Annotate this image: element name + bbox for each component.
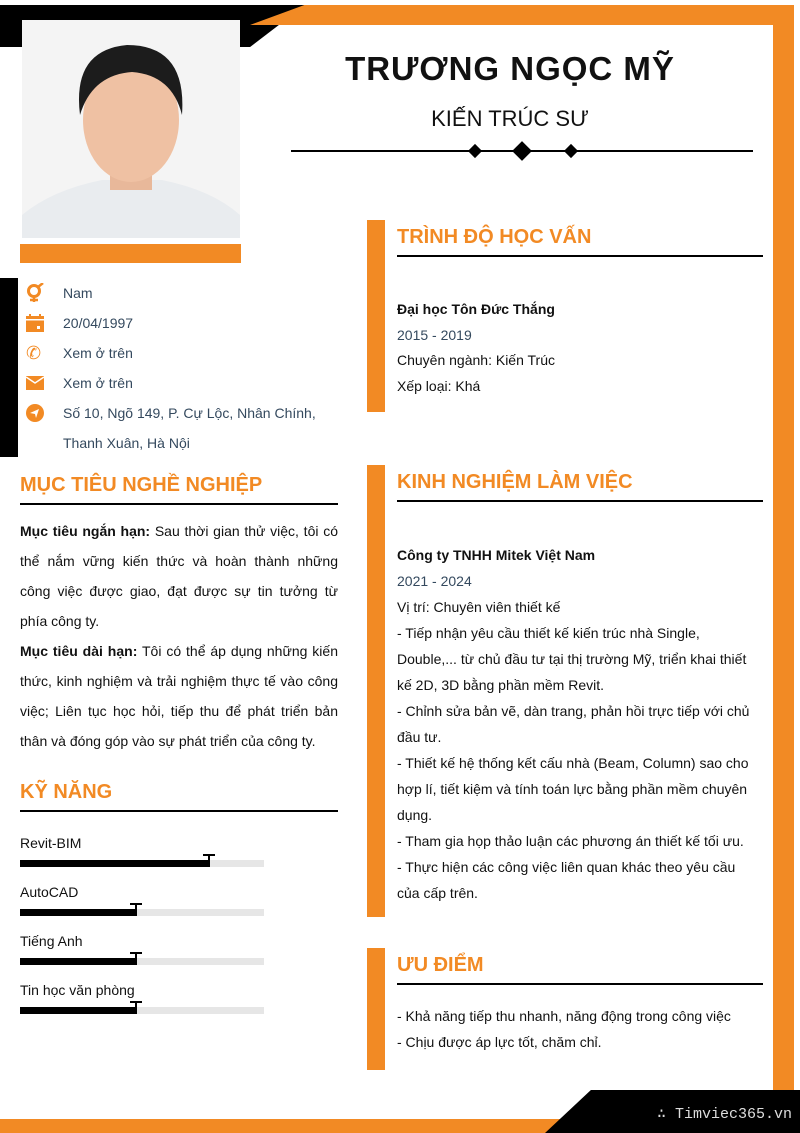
skill-level-marker [135, 903, 137, 911]
contact-address-text: Số 10, Ngõ 149, P. Cự Lộc, Nhân Chính, [63, 405, 316, 421]
education-period: 2015 - 2019 [397, 326, 472, 343]
company-name: Công ty TNHH Mitek Việt Nam [397, 547, 596, 563]
contact-email-text: Xem ở trên [63, 375, 133, 391]
duty-item: - Thực hiện các công việc liên quan khác theo yêu cầu của cấp trên. [397, 859, 736, 901]
strengths-heading: ƯU ĐIỂM [397, 954, 763, 985]
skill-name: AutoCAD [20, 884, 79, 900]
skill-item [20, 933, 264, 982]
contact-phone [26, 338, 346, 368]
photo-underline [20, 244, 241, 263]
left-black-bar [0, 278, 18, 457]
education-grade: Xếp loại: Khá [397, 377, 481, 394]
contact-list [26, 278, 346, 458]
bottom-orange-band [0, 1119, 570, 1133]
gender-icon [26, 283, 63, 303]
divider-diamond [512, 141, 532, 161]
skill-item [20, 884, 264, 933]
skill-level-marker [208, 854, 210, 862]
experience-details [397, 542, 757, 906]
education-heading: TRÌNH ĐỘ HỌC VẤN [397, 226, 763, 257]
strengths-accent-bar [367, 948, 385, 1070]
long-term-text: Tôi có thể áp dụng những kiến thức, kinh nghiệm và trải nghiệm thực tế vào công việc; Liên tục học hỏi, tiếp thu để phát triển bản thân và đóng góp vào sự phát triển của công ty. [20, 643, 338, 749]
strengths-list [397, 1003, 757, 1055]
skill-name: Revit-BIM [20, 835, 82, 851]
contact-address [26, 398, 346, 428]
divider-diamond [564, 144, 578, 158]
skill-level-bar [20, 958, 264, 965]
email-icon [26, 376, 63, 390]
objective-heading: MỤC TIÊU NGHỀ NGHIỆP [20, 474, 338, 505]
skill-item [20, 835, 264, 884]
contact-address-cont: Thanh Xuân, Hà Nội [63, 435, 190, 451]
top-orange-band [250, 5, 794, 25]
strength-item: - Khả năng tiếp thu nhanh, năng động trong công việc [397, 1008, 731, 1024]
strength-item: - Chịu được áp lực tốt, chăm chỉ. [397, 1034, 602, 1050]
location-icon [26, 404, 63, 422]
duty-item: - Tiếp nhận yêu cầu thiết kế kiến trúc nhà Single, Double,... từ chủ đầu tư tại thị trường Mỹ, triển khai thiết kế 2D, 3D bằng phần mềm Revit. [397, 625, 747, 693]
school-name: Đại học Tôn Đức Thắng [397, 301, 555, 317]
duty-item: - Thiết kế hệ thống kết cấu nhà (Beam, Column) sao cho hợp lí, tiết kiệm và tính toán lực bằng phần mềm chuyên dụng. [397, 755, 749, 823]
skill-name: Tiếng Anh [20, 933, 83, 949]
skill-level-bar [20, 1007, 264, 1014]
education-details [397, 297, 757, 399]
skill-level-marker [135, 1001, 137, 1009]
education-major: Chuyên ngành: Kiến Trúc [397, 352, 555, 368]
job-title: KIẾN TRÚC SƯ [431, 106, 589, 131]
skill-level-bar [20, 909, 264, 916]
calendar-icon [26, 314, 63, 332]
skills-heading: KỸ NĂNG [20, 781, 338, 812]
candidate-name: TRƯƠNG NGỌC MỸ [345, 50, 675, 87]
experience-heading: KINH NGHIỆM LÀM VIỆC [397, 471, 763, 502]
skill-level-fill [20, 860, 210, 867]
objective-text [20, 516, 338, 756]
skill-level-fill [20, 1007, 137, 1014]
duty-item: - Tham gia họp thảo luận các phương án thiết kế tối ưu. [397, 833, 744, 849]
skill-level-fill [20, 909, 137, 916]
skill-level-marker [135, 952, 137, 960]
experience-position: Vị trí: Chuyên viên thiết kế [397, 599, 561, 615]
phone-icon: ✆ [26, 342, 42, 363]
skills-list [20, 835, 264, 1031]
duty-item: - Chỉnh sửa bản vẽ, dàn trang, phản hồi trực tiếp với chủ đầu tư. [397, 703, 750, 745]
contact-phone-text: Xem ở trên [63, 345, 133, 361]
contact-gender-text: Nam [63, 285, 93, 301]
contact-birthday-text: 20/04/1997 [63, 315, 134, 331]
contact-email [26, 368, 346, 398]
divider-diamond [468, 144, 482, 158]
right-orange-band [773, 5, 794, 1095]
skill-name: Tin học văn phòng [20, 982, 135, 998]
skill-item [20, 982, 264, 1031]
skill-level-bar [20, 860, 264, 867]
education-accent-bar [367, 220, 385, 412]
short-term-text: Sau thời gian thử việc, tôi có thể nắm vững kiến thức và hoàn thành những công việc được giao, đạt được sự tin tưởng từ phía công ty. [20, 523, 338, 629]
profile-photo [22, 20, 240, 238]
long-term-label: Mục tiêu dài hạn: [20, 643, 138, 659]
short-term-label: Mục tiêu ngắn hạn: [20, 523, 151, 539]
experience-accent-bar [367, 465, 385, 917]
contact-birthday [26, 308, 346, 338]
experience-period: 2021 - 2024 [397, 573, 472, 589]
watermark: ∴ Timviec365.vn [656, 1106, 792, 1123]
contact-gender [26, 278, 346, 308]
skill-level-fill [20, 958, 137, 965]
